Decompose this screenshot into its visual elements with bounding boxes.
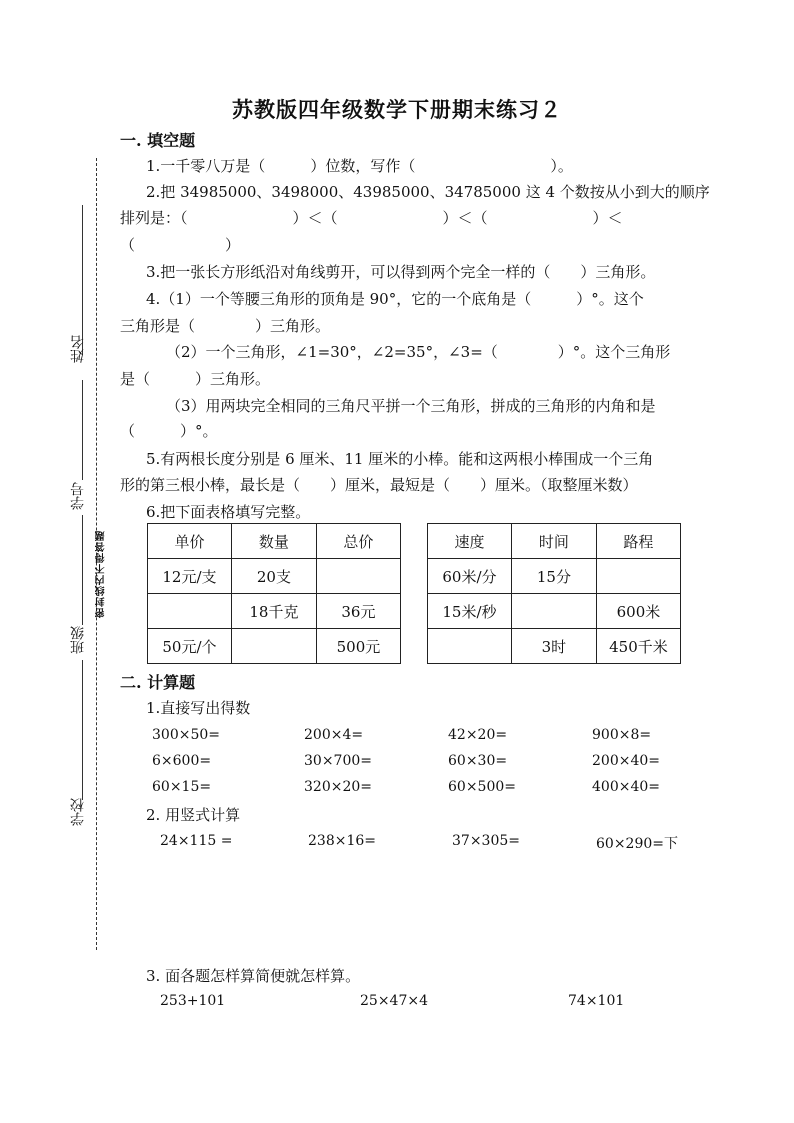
table-cell: 12元/支 bbox=[148, 559, 232, 594]
student-id-label: 学号 bbox=[70, 482, 86, 510]
calc-item: 200×40= bbox=[592, 753, 660, 769]
table-cell: 36元 bbox=[316, 594, 400, 629]
table-cell: 50元/个 bbox=[148, 629, 232, 664]
question-line: 4.（1）一个等腰三角形的顶角是 90°，它的一个底角是（ ）°。这个 bbox=[146, 290, 644, 308]
question-line: 5.有两根长度分别是 6 厘米、11 厘米的小棒。能和这两根小棒围成一个三角 bbox=[146, 450, 654, 468]
school-underline bbox=[82, 660, 83, 800]
question-line: （2）一个三角形，∠1=30°，∠2=35°，∠3=（ ）°。这个三角形 bbox=[166, 343, 671, 361]
calc-item: 60×500= bbox=[448, 779, 516, 795]
vertical-calc-item: 37×305= bbox=[452, 833, 520, 849]
vertical-calc-item: 238×16= bbox=[308, 833, 376, 849]
calc-item: 300×50= bbox=[152, 727, 220, 743]
table-cell-blank[interactable] bbox=[511, 594, 596, 629]
simplify-item: 253+101 bbox=[160, 993, 226, 1009]
question-line: 形的第三根小棒，最长是（ ）厘米，最短是（ ）厘米。（取整厘米数） bbox=[120, 476, 638, 494]
table-cell: 600米 bbox=[596, 594, 680, 629]
table-cell-blank[interactable] bbox=[316, 559, 400, 594]
question-line: 排列是：（ ）＜（ ）＜（ ）＜ bbox=[120, 209, 623, 227]
seal-note: 密封线内不得答题 bbox=[96, 530, 107, 618]
table-cell: 15分 bbox=[511, 559, 596, 594]
table-header: 时间 bbox=[511, 524, 596, 559]
calc-item: 6×600= bbox=[152, 753, 212, 769]
table-cell: 500元 bbox=[316, 629, 400, 664]
question-line: 3.把一张长方形纸沿对角线剪开，可以得到两个完全一样的（ ）三角形。 bbox=[146, 263, 656, 281]
table-cell: 60米/分 bbox=[428, 559, 512, 594]
calc-item: 30×700= bbox=[304, 753, 372, 769]
table-header: 单价 bbox=[148, 524, 232, 559]
calc-item: 42×20= bbox=[448, 727, 508, 743]
class-underline bbox=[82, 515, 83, 625]
question-line: 1.一千零八万是（ ）位数，写作（ ）。 bbox=[146, 157, 573, 175]
table-cell-blank[interactable] bbox=[231, 629, 316, 664]
question-line: 三角形是（ ）三角形。 bbox=[120, 317, 331, 335]
section-heading-fill-blank: 一. 填空题 bbox=[120, 131, 196, 150]
price-table bbox=[147, 523, 401, 664]
simplify-item: 74×101 bbox=[568, 993, 625, 1009]
question-line: 2.把 34985000、3498000、43985000、34785000 这 4 个数按从小到大的顺序 bbox=[146, 183, 710, 201]
table-header: 数量 bbox=[231, 524, 316, 559]
table-cell: 18千克 bbox=[231, 594, 316, 629]
question-line: 是（ ）三角形。 bbox=[120, 370, 271, 388]
calc-item: 60×30= bbox=[448, 753, 508, 769]
subquestion-title: 1.直接写出得数 bbox=[146, 699, 251, 717]
simplify-item: 25×47×4 bbox=[360, 993, 428, 1009]
page-title: 苏教版四年级数学下册期末练习２ bbox=[232, 97, 562, 122]
subquestion-title: 3. 面各题怎样算简便就怎样算。 bbox=[146, 967, 361, 985]
question-line: （ ） bbox=[120, 236, 241, 254]
calc-item: 200×4= bbox=[304, 727, 364, 743]
speed-table bbox=[427, 523, 681, 664]
table-header: 速度 bbox=[428, 524, 512, 559]
table-cell: 20支 bbox=[231, 559, 316, 594]
question-line: 6.把下面表格填写完整。 bbox=[146, 503, 311, 521]
question-line: （ ）°。 bbox=[120, 422, 218, 440]
table-header: 路程 bbox=[596, 524, 680, 559]
student-id-underline bbox=[82, 380, 83, 480]
calc-item: 60×15= bbox=[152, 779, 212, 795]
name-underline bbox=[82, 205, 83, 355]
table-cell-blank[interactable] bbox=[596, 559, 680, 594]
school-label: 学校 bbox=[70, 798, 86, 826]
class-label: 班级 bbox=[70, 626, 86, 654]
vertical-calc-item: 24×115 = bbox=[160, 833, 233, 849]
table-cell-blank[interactable] bbox=[428, 629, 512, 664]
name-label: 姓名 bbox=[70, 335, 86, 363]
calc-item: 900×8= bbox=[592, 727, 652, 743]
question-line: （3）用两块完全相同的三角尺平拼一个三角形，拼成的三角形的内角和是 bbox=[166, 397, 656, 415]
calc-item: 400×40= bbox=[592, 779, 660, 795]
table-header: 总价 bbox=[316, 524, 400, 559]
table-cell: 3时 bbox=[511, 629, 596, 664]
vertical-calc-item: 60×290=下 bbox=[596, 836, 678, 852]
table-cell-blank[interactable] bbox=[148, 594, 232, 629]
table-cell: 450千米 bbox=[596, 629, 680, 664]
calc-item: 320×20= bbox=[304, 779, 372, 795]
subquestion-title: 2. 用竖式计算 bbox=[146, 806, 241, 824]
table-cell: 15米/秒 bbox=[428, 594, 512, 629]
section-heading-calculation: 二. 计算题 bbox=[120, 673, 196, 692]
